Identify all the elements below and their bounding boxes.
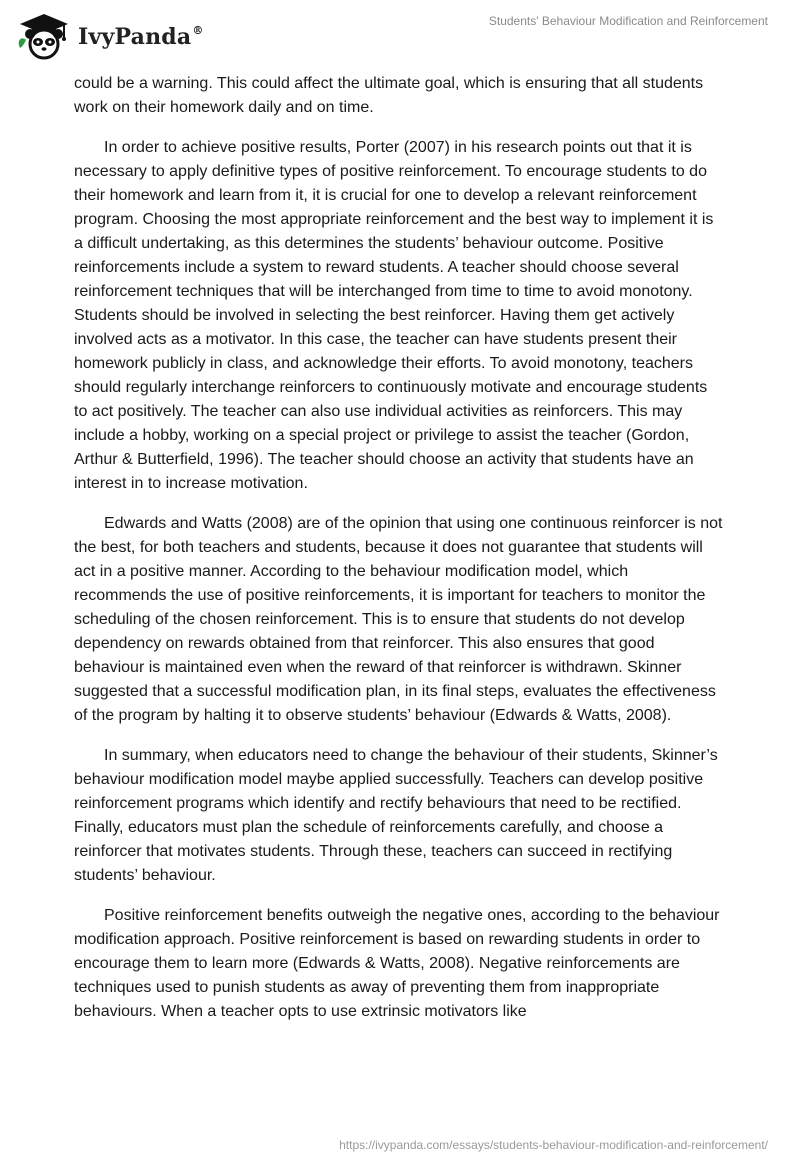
panda-graduate-icon	[14, 10, 70, 60]
paragraph-4: In summary, when educators need to change the behaviour of their students, Skinner’s behaviour modification model maybe applied successfully. Teachers can develop positive reinforcement programs which identify and rectify behaviours that need to be rectified. Finally, educators must plan the schedule of reinforcements carefully, and choose a reinforcer that motivates students. Through these, teachers can succeed in rectifying students’ behaviour.	[74, 747, 718, 884]
page-header	[0, 0, 800, 70]
paragraph-3: Edwards and Watts (2008) are of the opinion that using one continuous reinforcer is not the best, for both teachers and students, because it does not guarantee that students will act in a positive manner. According to the behaviour modification model, which recommends the use of positive reinforcements, it is important for teachers to monitor the scheduling of the chosen reinforcement. This is to ensure that students do not develop dependency on rewards obtained from that reinforcer. This also ensures that good behaviour is maintained even when the reward of that reinforcer is withdrawn. Skinner suggested that a successful modification plan, in its final steps, evaluates the effectiveness of the program by halting it to observe students’ behaviour (Edwards & Watts, 2008).	[74, 515, 723, 724]
paragraph-5: Positive reinforcement benefits outweigh the negative ones, according to the behaviour modification approach. Positive reinforcement is based on rewarding students in order to encourage them to learn more (Edwards & Watts, 2008). Negative reinforcements are techniques used to punish students as away of preventing them from inappropriate behaviours. When a teacher opts to use extrinsic motivators like	[74, 907, 720, 1020]
ivypanda-logo[interactable]	[14, 10, 204, 60]
paragraph-1: could be a warning. This could affect the ultimate goal, which is ensuring that all students work on their homework daily and on time.	[74, 75, 704, 116]
paragraph-2: In order to achieve positive results, Porter (2007) in his research points out that it is necessary to apply definitive types of positive reinforcement. To encourage students to do their homework and learn from it, it is crucial for one to develop a relevant reinforcement program. Choosing the most appropriate reinforcement and the best way to implement it is a difficult undertaking, as this determines the students’ behaviour outcome. Positive reinforcements include a system to reward students. A teacher should choose several reinforcement techniques that will be interchanged from time to time to avoid monotony. Students should be involved in selecting the best reinforcer. Having them get actively involved acts as a motivator. In this case, the teacher can have students present their homework publicly in class, and acknowledge their efforts. To avoid monotony, teachers should regularly interchange reinforcers to continuously motivate and encourage students to act positively. The teacher can also use individual activities as reinforcers. This may include a hobby, working on a special project or privilege to assist the teacher (Gordon, Arthur & Butterfield, 1996). The teacher should choose an activity that students have an interest in to increase motivation.	[74, 139, 714, 492]
source-url[interactable]: https://ivypanda.com/essays/students-behaviour-modification-and-reinforcement/	[339, 1138, 768, 1152]
document-title: Students' Behaviour Modification and Reinforcement	[488, 14, 768, 28]
brand-name	[78, 24, 204, 50]
registered-mark: ®	[192, 23, 204, 37]
essay-body	[74, 72, 724, 1040]
brand-name-text: IvyPanda	[78, 24, 192, 50]
